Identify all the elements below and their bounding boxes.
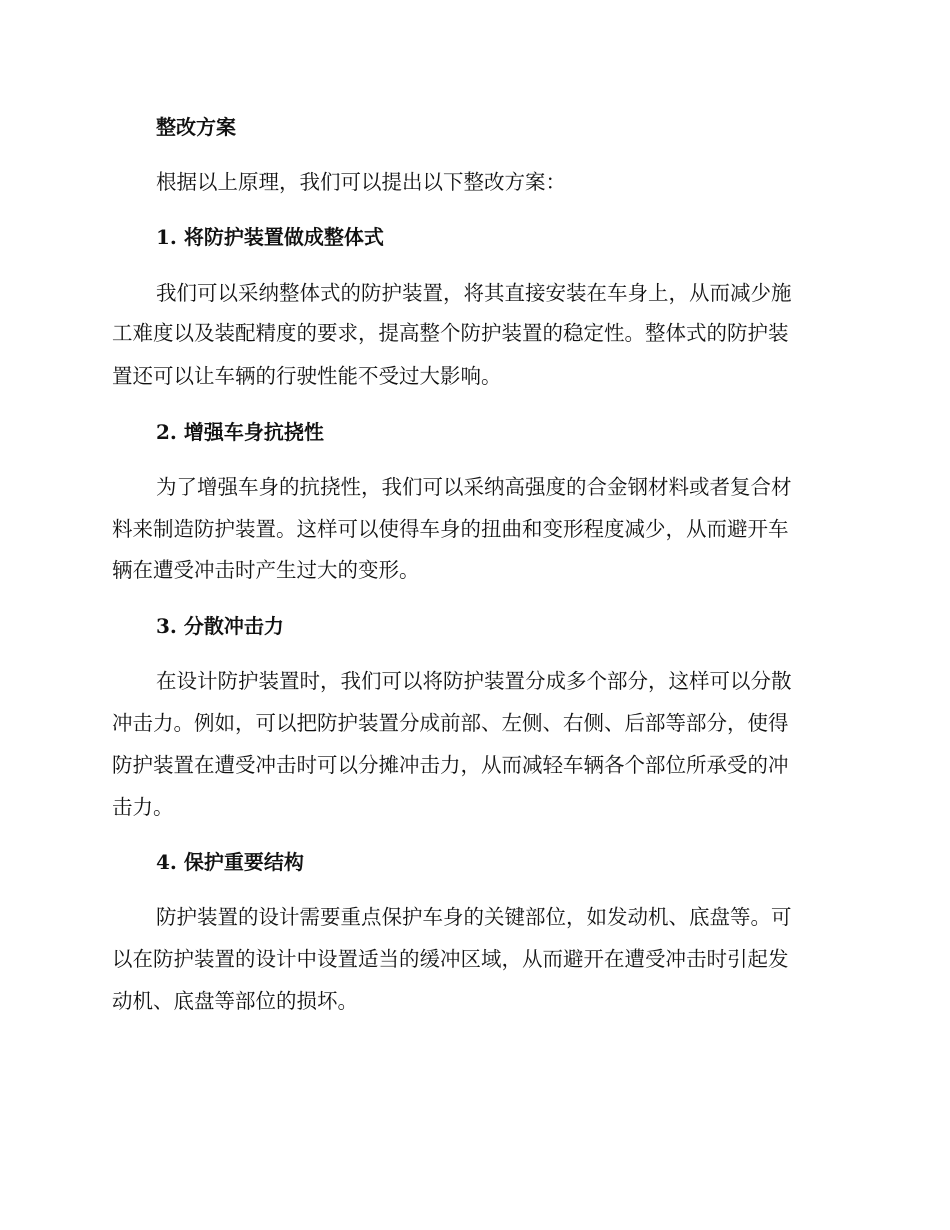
section-2-heading: 2. 增强车身抗挠性	[156, 420, 324, 444]
section-4-line-2: 以在防护装置的设计中设置适当的缓冲区域，从而避开在遭受冲击时引起发	[112, 947, 789, 971]
section-3-heading: 3. 分散冲击力	[156, 614, 284, 638]
section-3-line-4: 击力。	[112, 795, 174, 819]
intro-paragraph: 根据以上原理，我们可以提出以下整改方案：	[156, 170, 566, 194]
section-1-line-2: 工难度以及装配精度的要求，提高整个防护装置的稳定性。整体式的防护装	[112, 321, 789, 345]
section-3-line-2: 冲击力。例如，可以把防护装置分成前部、左侧、右侧、后部等部分，使得	[112, 711, 789, 735]
section-2-line-3: 辆在遭受冲击时产生过大的变形。	[112, 558, 420, 582]
section-1-heading: 1. 将防护装置做成整体式	[156, 225, 384, 249]
section-2-line-1: 为了增强车身的抗挠性，我们可以采纳高强度的合金钢材料或者复合材	[156, 475, 792, 499]
section-3-line-1: 在设计防护装置时，我们可以将防护装置分成多个部分，这样可以分散	[156, 669, 792, 693]
section-4-heading: 4. 保护重要结构	[156, 850, 304, 874]
section-1-line-3: 置还可以让车辆的行驶性能不受过大影响。	[112, 364, 502, 388]
section-4-line-1: 防护装置的设计需要重点保护车身的关键部位，如发动机、底盘等。可	[156, 905, 792, 929]
section-1-line-1: 我们可以采纳整体式的防护装置，将其直接安装在车身上，从而减少施	[156, 281, 792, 305]
section-4-line-3: 动机、底盘等部位的损坏。	[112, 989, 358, 1013]
page-title: 整改方案	[156, 115, 236, 139]
section-3-line-3: 防护装置在遭受冲击时可以分摊冲击力，从而减轻车辆各个部位所承受的冲	[112, 753, 789, 777]
section-2-line-2: 料来制造防护装置。这样可以使得车身的扭曲和变形程度减少，从而避开车	[112, 517, 789, 541]
